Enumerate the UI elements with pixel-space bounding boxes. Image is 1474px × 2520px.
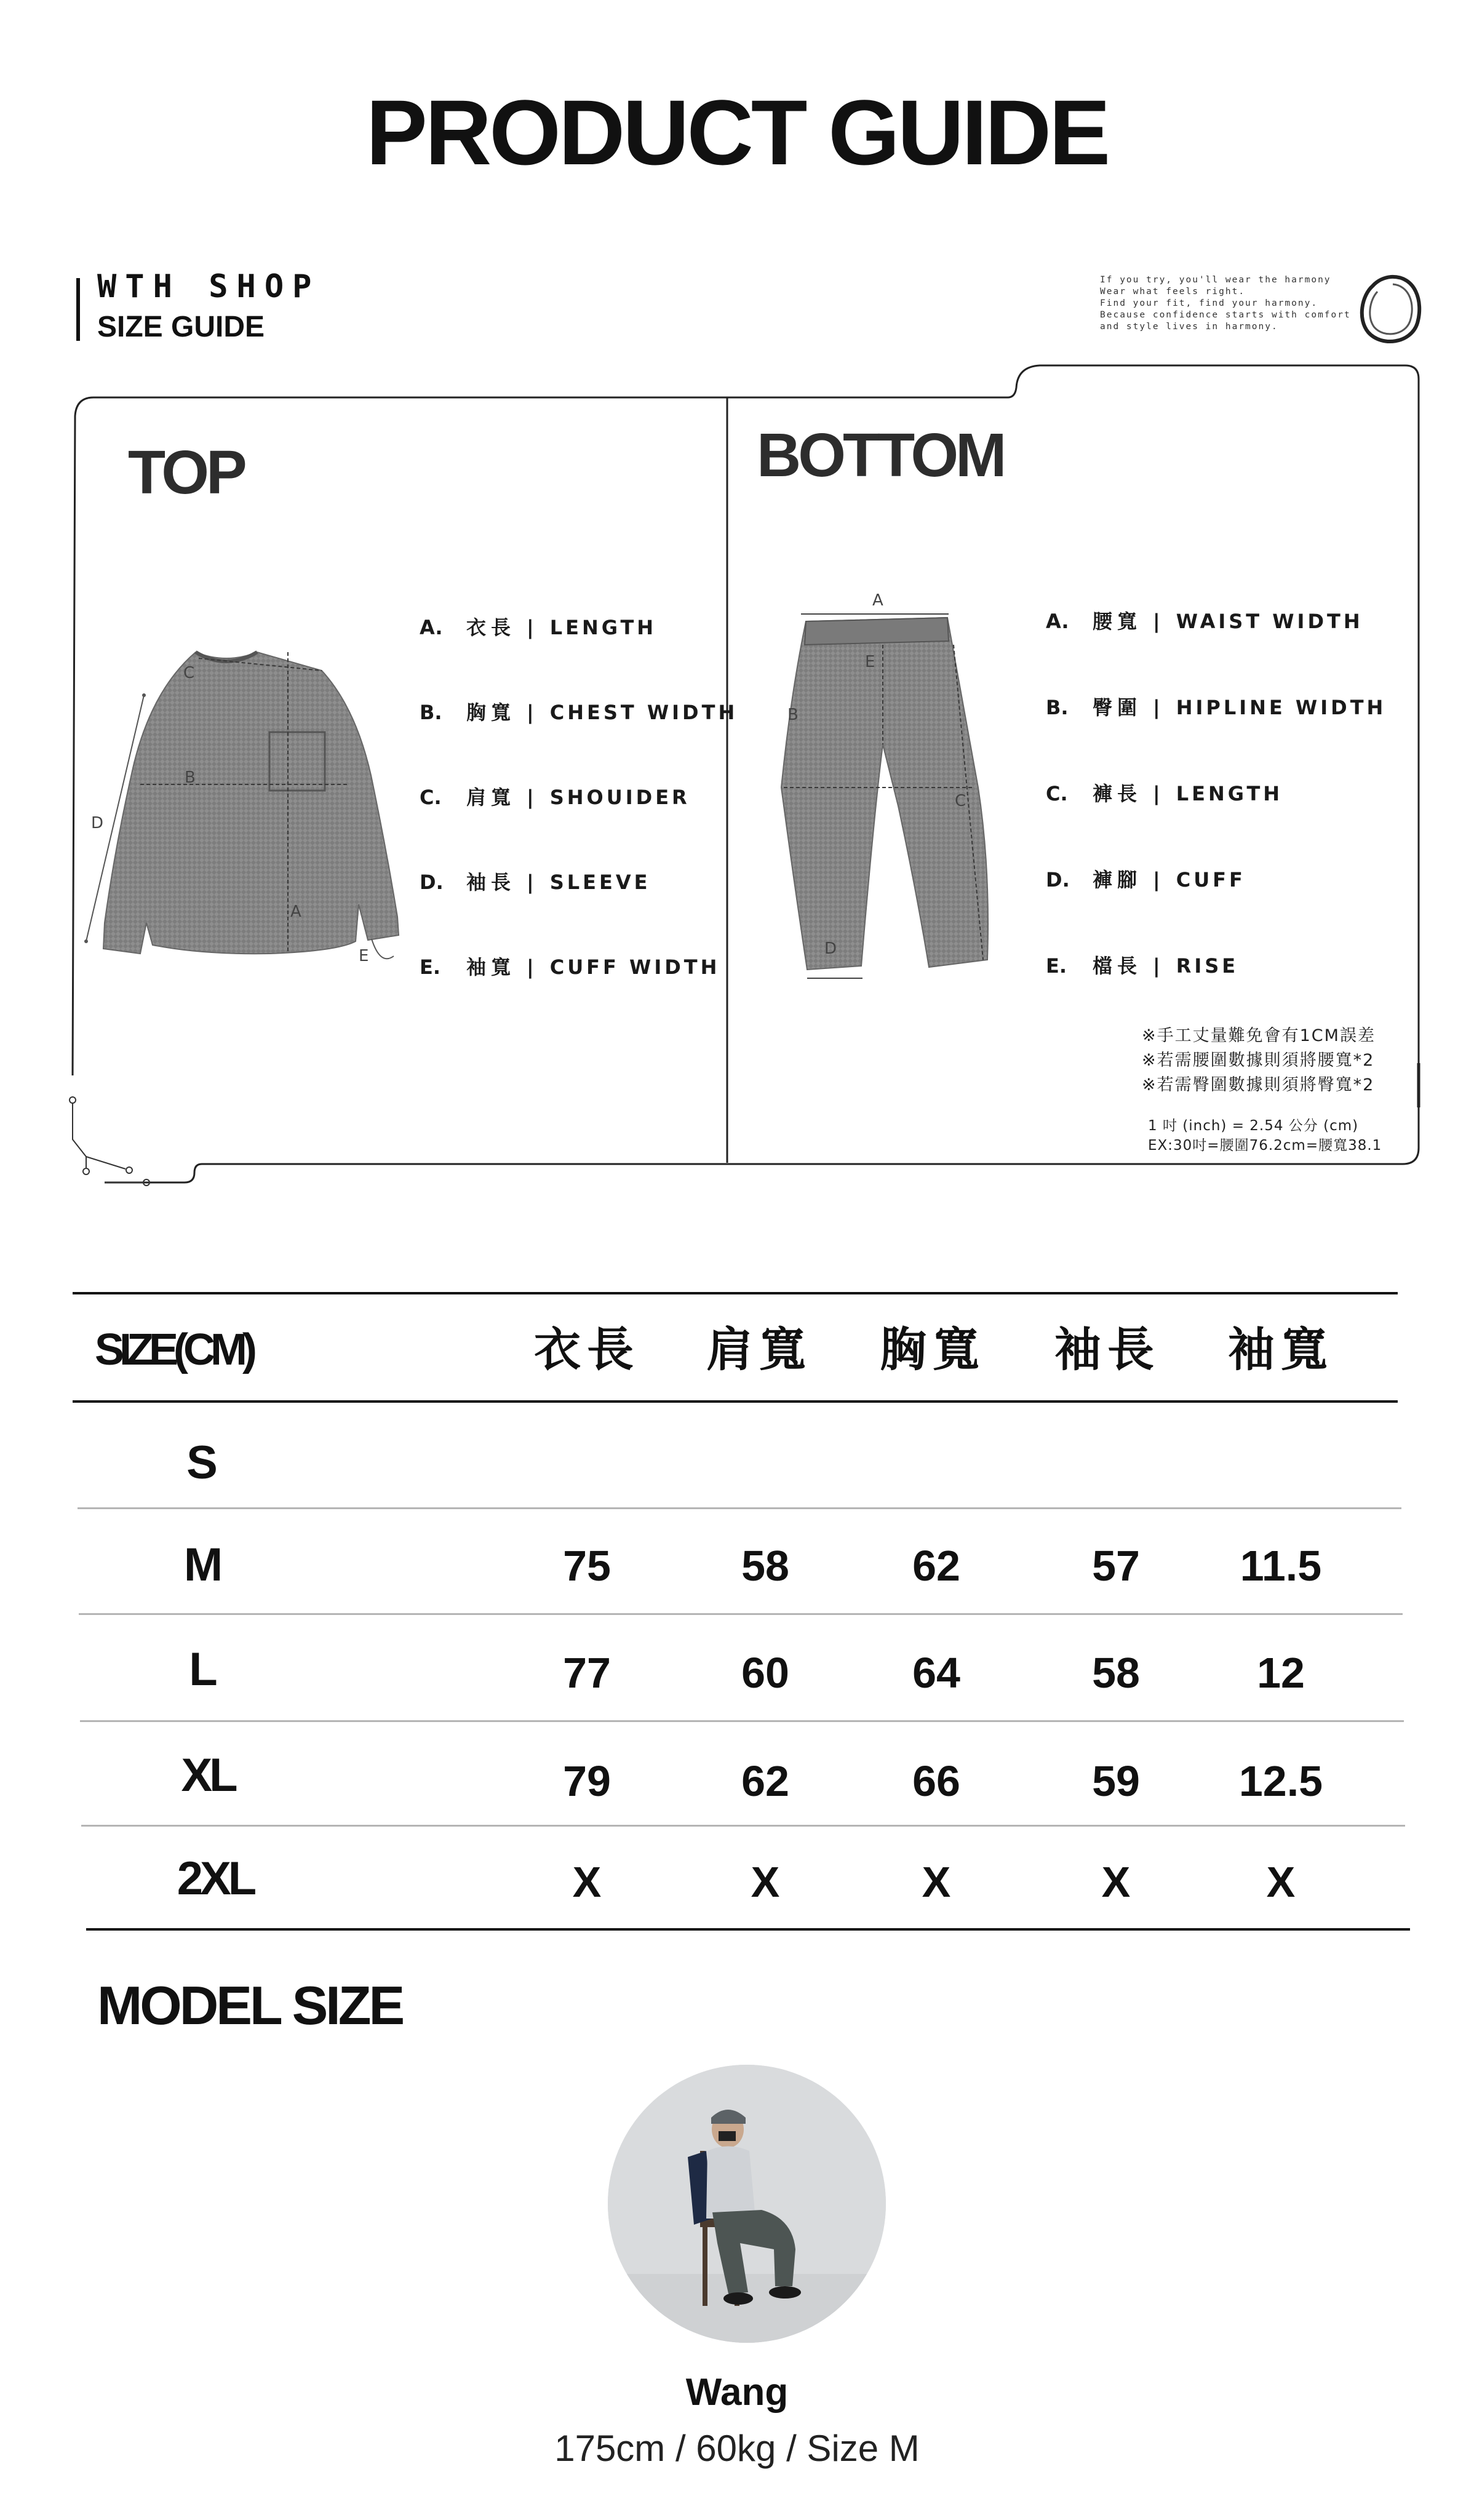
model-section-title: MODEL SIZE [97, 1975, 403, 2036]
motto-line: If you try, you'll wear the harmony [1100, 275, 1331, 285]
bottom-legend-row: B. 臀圍 | HIPLINE WIDTH [1046, 696, 1387, 719]
pants-label-c: C [955, 792, 966, 810]
table-cell: 12 [1257, 1649, 1305, 1697]
brand-subtitle: SIZE GUIDE [97, 311, 265, 343]
conversion-line: EX:30吋=腰圍76.2cm=腰寬38.1 [1148, 1138, 1382, 1154]
bottom-legend-row: E. 檔長 | RISE [1046, 954, 1239, 978]
size-label-2xl: 2XL [177, 1852, 254, 1905]
column-header: 肩寬 [706, 1322, 812, 1377]
size-label-s: S [186, 1437, 215, 1489]
top-legend-row: B. 胸寬 | CHEST WIDTH [420, 701, 738, 724]
size-label-l: L [189, 1643, 215, 1696]
model-photo [608, 2065, 886, 2343]
motto-line: and style lives in harmony. [1100, 322, 1278, 332]
top-legend-row: A. 衣長 | LENGTH [420, 616, 657, 639]
conversion-line: 1 吋 (inch) = 2.54 公分 (cm) [1148, 1118, 1359, 1134]
pants-diagram [769, 584, 1015, 991]
note-line: ※手工丈量難免會有1CM誤差 [1142, 1026, 1376, 1045]
size-label-xl: XL [181, 1749, 235, 1801]
page-title: PRODUCT GUIDE [365, 81, 1109, 184]
table-cell: X [1266, 1858, 1296, 1906]
row-divider [79, 1613, 1403, 1615]
bottom-legend-row: D. 褲腳 | CUFF [1046, 868, 1246, 891]
pants-label-e: E [865, 653, 875, 671]
table-bottom-rule [86, 1928, 1410, 1931]
shirt-label-c: C [183, 664, 195, 682]
column-header: 胸寬 [880, 1322, 986, 1377]
table-top-rule [73, 1292, 1398, 1294]
measurement-notes [1142, 1024, 1376, 1098]
motto-line: Because confidence starts with comfort [1100, 310, 1351, 320]
shirt-label-b: B [185, 768, 196, 787]
table-cell: 64 [912, 1649, 960, 1697]
top-legend-row: C. 肩寬 | SHOUIDER [420, 786, 690, 809]
table-cell: 59 [1092, 1757, 1140, 1805]
bottom-legend-row: C. 褲長 | LENGTH [1046, 782, 1283, 805]
shirt-label-a: A [290, 903, 301, 921]
table-cell: 75 [563, 1542, 611, 1590]
table-cell: 11.5 [1240, 1542, 1322, 1590]
pants-label-d: D [824, 939, 837, 958]
motto-line: Find your fit, find your harmony. [1100, 298, 1318, 308]
table-cell: 58 [1092, 1649, 1140, 1697]
size-column-header: SIZE(CM) [95, 1325, 252, 1374]
size-label-m: M [183, 1539, 220, 1591]
table-cell: X [572, 1858, 602, 1906]
table-cell: 12.5 [1238, 1757, 1323, 1805]
table-cell: 66 [912, 1757, 960, 1805]
table-cell: 58 [741, 1542, 789, 1590]
table-cell: X [751, 1858, 780, 1906]
row-divider [78, 1507, 1401, 1509]
pants-label-b: B [787, 706, 799, 724]
note-line: ※若需臀圍數據則須將臀寬*2 [1142, 1075, 1375, 1095]
pants-label-a: A [872, 591, 883, 610]
brand-name: WTH SHOP [97, 268, 321, 305]
shirt-diagram [79, 634, 423, 978]
note-line: ※若需腰圍數據則須將腰寬*2 [1142, 1051, 1375, 1070]
table-cell: X [922, 1858, 951, 1906]
table-cell: 77 [563, 1649, 611, 1697]
table-cell: 62 [912, 1542, 960, 1590]
table-cell: 57 [1092, 1542, 1140, 1590]
column-header: 袖長 [1054, 1322, 1160, 1377]
table-cell: 79 [563, 1757, 611, 1805]
table-cell: X [1101, 1858, 1131, 1906]
bottom-legend-row: A. 腰寬 | WAIST WIDTH [1046, 610, 1363, 633]
top-legend-row: D. 袖長 | SLEEVE [420, 871, 651, 894]
model-name: Wang [685, 2371, 789, 2414]
shirt-label-e: E [359, 947, 369, 965]
column-header: 衣長 [534, 1322, 640, 1377]
table-cell: 60 [741, 1649, 789, 1697]
column-header: 袖寬 [1228, 1322, 1334, 1377]
model-stats: 175cm / 60kg / Size M [554, 2428, 920, 2469]
shirt-label-d: D [91, 814, 104, 832]
table-cell: 62 [741, 1757, 789, 1805]
top-section-title: TOP [128, 438, 244, 507]
row-divider [80, 1720, 1404, 1722]
top-legend-row: E. 袖寬 | CUFF WIDTH [420, 955, 720, 979]
table-header-rule [73, 1400, 1398, 1403]
unit-conversion [1148, 1116, 1382, 1155]
bottom-section-title: BOTTOM [757, 421, 1004, 490]
row-divider [81, 1825, 1405, 1827]
motto-line: Wear what feels right. [1100, 287, 1246, 297]
model-figure-icon [608, 2065, 886, 2343]
